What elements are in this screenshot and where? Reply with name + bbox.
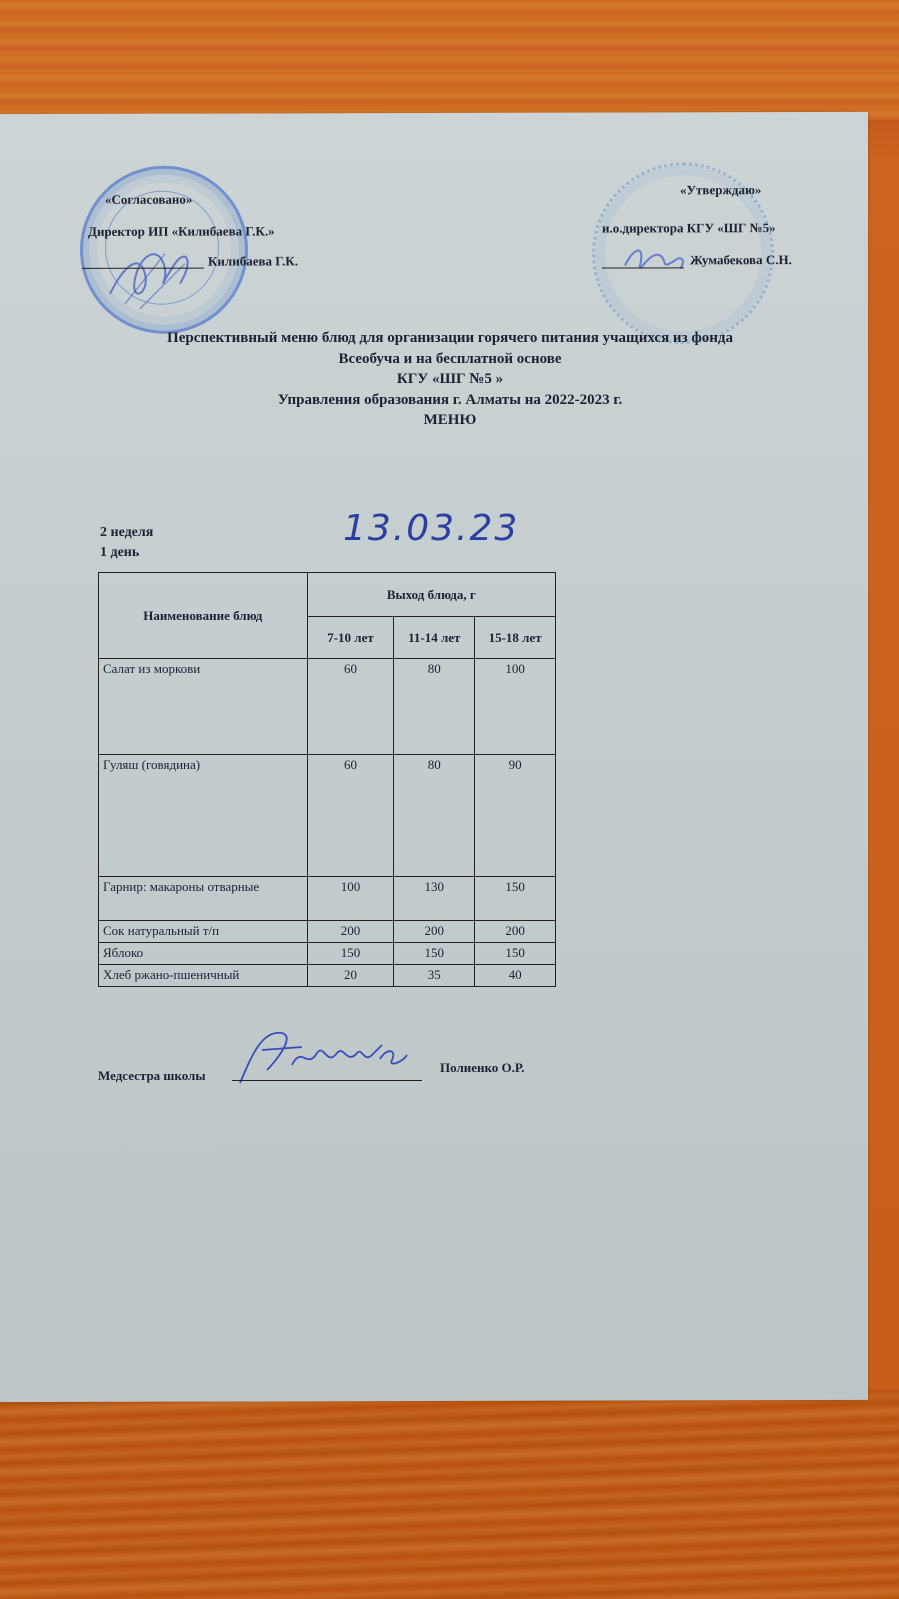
yield-15-18: 40: [475, 965, 556, 987]
dish-name: Яблоко: [99, 943, 308, 965]
yield-15-18: 200: [475, 921, 556, 943]
left-signatory-name: Килибаева Г.К.: [208, 253, 298, 269]
yield-11-14: 150: [394, 943, 475, 965]
yield-15-18: 150: [475, 943, 556, 965]
nurse-signature-icon: [232, 1025, 422, 1085]
agreed-label: «Согласовано»: [105, 191, 193, 207]
right-signature-line: [602, 267, 684, 268]
dish-name: Гуляш (говядина): [99, 755, 308, 877]
table-row: [99, 877, 556, 921]
yield-15-18: 150: [475, 877, 556, 921]
header-yield: Выход блюда, г: [307, 573, 555, 617]
table-row: [99, 943, 556, 965]
table-row: [99, 921, 556, 943]
nurse-signature-line: [232, 1080, 422, 1081]
table-row: [99, 755, 556, 877]
nurse-label: Медсестра школы: [98, 1068, 206, 1083]
week-label: 2 неделя: [100, 525, 154, 540]
signature-left-icon: [105, 234, 215, 314]
title-line-1: Перспективный меню блюд для организации горячего питания учащихся из фонда: [167, 330, 733, 346]
yield-11-14: 130: [394, 877, 475, 921]
table-row: [99, 965, 556, 987]
yield-7-10: 100: [307, 877, 394, 921]
dish-name: Гарнир: макароны отварные: [99, 877, 308, 921]
table-row: [99, 659, 556, 755]
yield-7-10: 20: [307, 965, 394, 987]
document-title: [100, 328, 800, 431]
yield-7-10: 150: [307, 943, 394, 965]
yield-11-14: 80: [394, 755, 475, 877]
yield-15-18: 100: [475, 659, 556, 755]
menu-table: [98, 572, 556, 987]
header-age-15-18: 15-18 лет: [475, 617, 556, 659]
right-signatory-name: Жумабекова С.Н.: [690, 252, 792, 268]
yield-7-10: 60: [307, 659, 394, 755]
title-line-5: МЕНЮ: [423, 412, 477, 428]
yield-11-14: 200: [394, 921, 475, 943]
wood-table-bottom: [0, 1390, 899, 1599]
yield-11-14: 35: [394, 965, 475, 987]
header-dish-name: Наименование блюд: [99, 573, 308, 659]
dish-name: Сок натуральный т/п: [99, 921, 308, 943]
wood-table-top: [0, 0, 899, 120]
title-line-3: КГУ «ШГ №5 »: [396, 371, 504, 387]
yield-11-14: 80: [394, 659, 475, 755]
approve-label: «Утверждаю»: [680, 182, 762, 198]
day-label: 1 день: [100, 545, 140, 560]
handwritten-date: 13.03.23: [343, 508, 520, 549]
signature-right-icon: [620, 240, 690, 280]
header-age-7-10: 7-10 лет: [307, 617, 394, 659]
nurse-name: Полиенко О.Р.: [440, 1060, 525, 1075]
yield-7-10: 60: [307, 755, 394, 877]
title-line-2: Всеобуча и на бесплатной основе: [338, 350, 562, 367]
dish-name: Салат из моркови: [99, 659, 308, 755]
yield-7-10: 200: [307, 921, 394, 943]
title-line-4: Управления образования г. Алматы на 2022-2023 г.: [277, 391, 623, 408]
dish-name: Хлеб ржано-пшеничный: [99, 965, 308, 987]
right-position-label: и.о.директора КГУ «ШГ №5»: [602, 220, 776, 236]
left-position-label: Директор ИП «Килибаева Г.К.»: [88, 223, 275, 239]
yield-15-18: 90: [475, 755, 556, 877]
header-age-11-14: 11-14 лет: [394, 617, 475, 659]
